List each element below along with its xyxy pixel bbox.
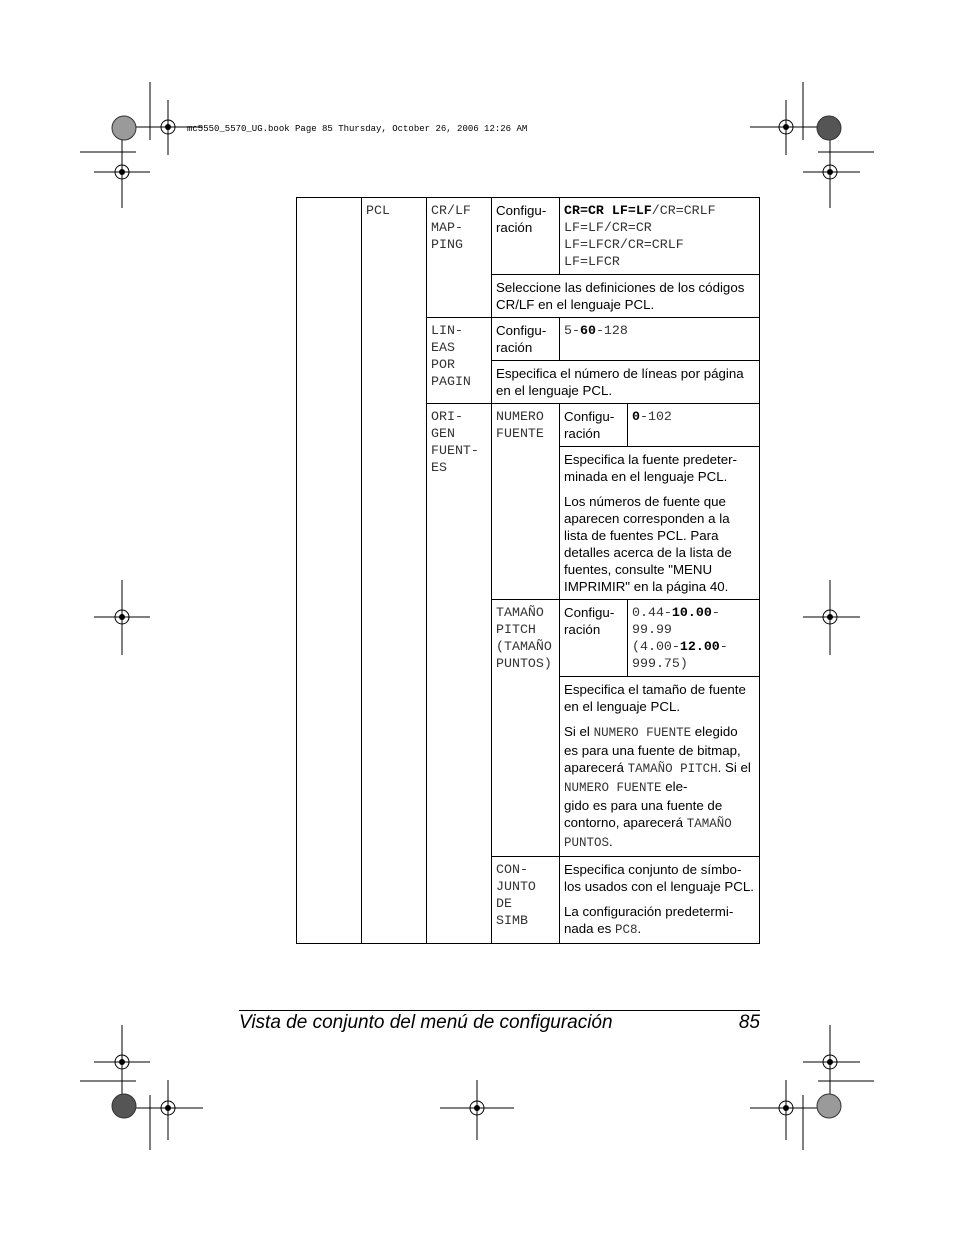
numero-description-detail: Los números de fuente que aparecen corresponden a la lista de fuentes PCL. Para detalles acerca de la lista de fuentes, consulte "MENU IMPRIMIR" en la página 40. <box>560 489 760 600</box>
numero-default: 0 <box>632 409 640 424</box>
lineas-config-values <box>560 318 760 361</box>
lineas-config-label: Configu- ración <box>492 318 560 361</box>
lineas-min: 5- <box>564 323 580 338</box>
numero-config-values <box>628 404 760 447</box>
lineas-max: -128 <box>595 323 628 338</box>
crlf-description: Seleccione las definiciones de los códigos CR/LF en el lenguaje PCL. <box>492 275 760 318</box>
item-crlf-mapping: CR/LF MAP- PING <box>427 198 492 318</box>
config-menu-table <box>296 197 760 944</box>
pitch-min: 0.44- <box>632 605 672 620</box>
puntos-min: (4.00- <box>632 639 680 654</box>
crlf-config-label: Configu- ración <box>492 198 560 275</box>
numero-max: -102 <box>639 409 672 424</box>
tamano-config-values <box>628 600 760 677</box>
crlf-default-value: CR=CR LF=LF <box>564 203 652 218</box>
tamano-config-label: Configu- ración <box>560 600 628 677</box>
conjunto-description: Especifica conjunto de símbo- los usados con el lenguaje PCL. <box>560 857 760 900</box>
puntos-default: 12.00 <box>679 639 720 654</box>
numero-description: Especifica la fuente predeter- minada en el lenguaje PCL. <box>560 447 760 490</box>
item-origen-fuentes: ORI- GEN FUENT- ES <box>427 404 492 944</box>
footer-title: Vista de conjunto del menú de configuración <box>239 1012 613 1033</box>
item-tamano-pitch: TAMAÑO PITCH (TAMAÑO PUNTOS) <box>492 600 560 857</box>
crlf-config-values <box>560 198 760 275</box>
book-info-line: mc5550_5570_UG.book Page 85 Thursday, October 26, 2006 12:26 AM <box>187 124 528 134</box>
footer-rule <box>239 1010 760 1011</box>
menu-level-pcl: PCL <box>362 198 427 944</box>
conjunto-default-note: La configuración predetermi- nada es PC8. <box>560 899 760 944</box>
item-numero-fuente: NUMERO FUENTE <box>492 404 560 600</box>
pitch-default: 10.00 <box>671 605 712 620</box>
tamano-description: Especifica el tamaño de fuente en el lenguaje PCL. <box>560 677 760 720</box>
item-conjunto-de-simb: CON- JUNTO DE SIMB <box>492 857 560 944</box>
item-lineas-por-pagina: LIN- EAS POR PAGIN <box>427 318 492 404</box>
lineas-description: Especifica el número de líneas por página en el lenguaje PCL. <box>492 361 760 404</box>
crlf-other-values: /CR=CRLF LF=LF/CR=CR LF=LFCR/CR=CRLF LF=LFCR <box>564 203 716 269</box>
page-number: 85 <box>738 1012 760 1033</box>
empty-level-column <box>297 198 362 944</box>
puntos-max: - 999.75) <box>632 639 728 671</box>
pitch-max: - 99.99 <box>632 605 720 637</box>
numero-config-label: Configu- ración <box>560 404 628 447</box>
tamano-description-detail: Si el NUMERO FUENTE elegido es para una fuente de bitmap, aparecerá TAMAÑO PITCH. Si el NUMERO FUENTE ele- gido es para una fuente de contorno, aparecerá TAMAÑO PUNTOS. <box>560 719 760 857</box>
lineas-default: 60 <box>579 323 596 338</box>
